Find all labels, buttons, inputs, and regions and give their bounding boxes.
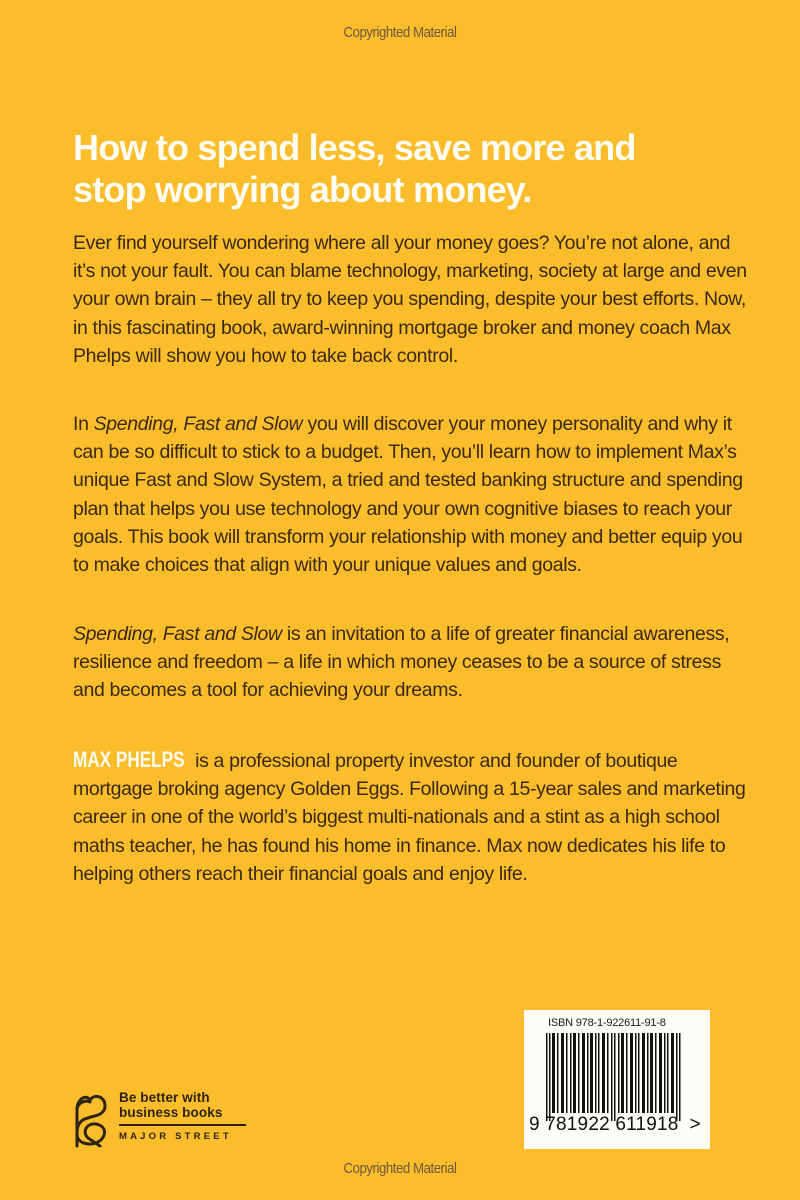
author-bio	[73, 746, 753, 888]
headline-line-1: How to spend less, save more and	[73, 127, 636, 168]
blurb-paragraph-3-text: is an invitation to a life of greater financial awareness, resilience and freedom – a life in which money ceases to be a source of stress and becomes a tool for achieving your dreams.	[73, 623, 730, 702]
author-bio-text: is a professional property investor and founder of boutique mortgage broking agency Golden Eggs. Following a 15-year sales and marketing career in one of the world’s biggest multi-nationals and a stint as a high school maths teacher, he has found his home in finance. Max now dedicates his life to helping others reach their financial goals and enjoy life.	[73, 750, 746, 885]
publisher-logo-block	[74, 1088, 244, 1148]
blurb-paragraph-3	[73, 620, 753, 705]
major-street-logo-icon	[74, 1088, 110, 1148]
isbn-barcode	[524, 1010, 710, 1149]
blurb-paragraph-2	[73, 410, 753, 579]
publisher-tagline-line-2: business books	[119, 1105, 223, 1120]
barcode-digits: 9 781922 611918 >	[529, 1114, 701, 1135]
publisher-tagline	[119, 1090, 259, 1120]
author-name: MAX PHELPS	[73, 747, 185, 772]
blurb-paragraph-2-prefix: In	[73, 413, 94, 435]
book-title-italic: Spending, Fast and Slow	[73, 623, 282, 645]
publisher-tagline-line-1: Be better with	[119, 1090, 210, 1105]
blurb-paragraph-2-text: you will discover your money personality and why it can be so difficult to stick to a budget. Then, you’ll learn how to implement Max’s unique Fast and Slow System, a tried and tested banking structure and spending plan that helps you use technology and your own cognitive biases to reach your goals. This book will transform your relationship with money and better equip you to make choices that align with your unique values and goals.	[73, 413, 743, 577]
publisher-name: MAJOR STREET	[119, 1131, 232, 1142]
headline-line-2: stop worrying about money.	[73, 169, 532, 210]
headline	[73, 127, 753, 211]
barcode-icon	[546, 1033, 686, 1121]
copyright-watermark-top: Copyrighted Material	[343, 24, 457, 41]
isbn-label: ISBN 978-1-922611-91-8	[548, 1017, 666, 1029]
blurb-paragraph-1-text: Ever find yourself wondering where all your money goes? You’re not alone, and it’s not your fault. You can blame technology, marketing, society at large and even your own brain – they all try to keep you spending, despite your best efforts. Now, in this fascinating book, award-winning mortgage broker and money coach Max Phelps will show you how to take back control.	[73, 232, 747, 367]
blurb-paragraph-1	[73, 229, 753, 370]
publisher-divider	[119, 1124, 246, 1126]
book-title-italic: Spending, Fast and Slow	[93, 413, 303, 435]
copyright-watermark-bottom: Copyrighted Material	[343, 1160, 457, 1177]
